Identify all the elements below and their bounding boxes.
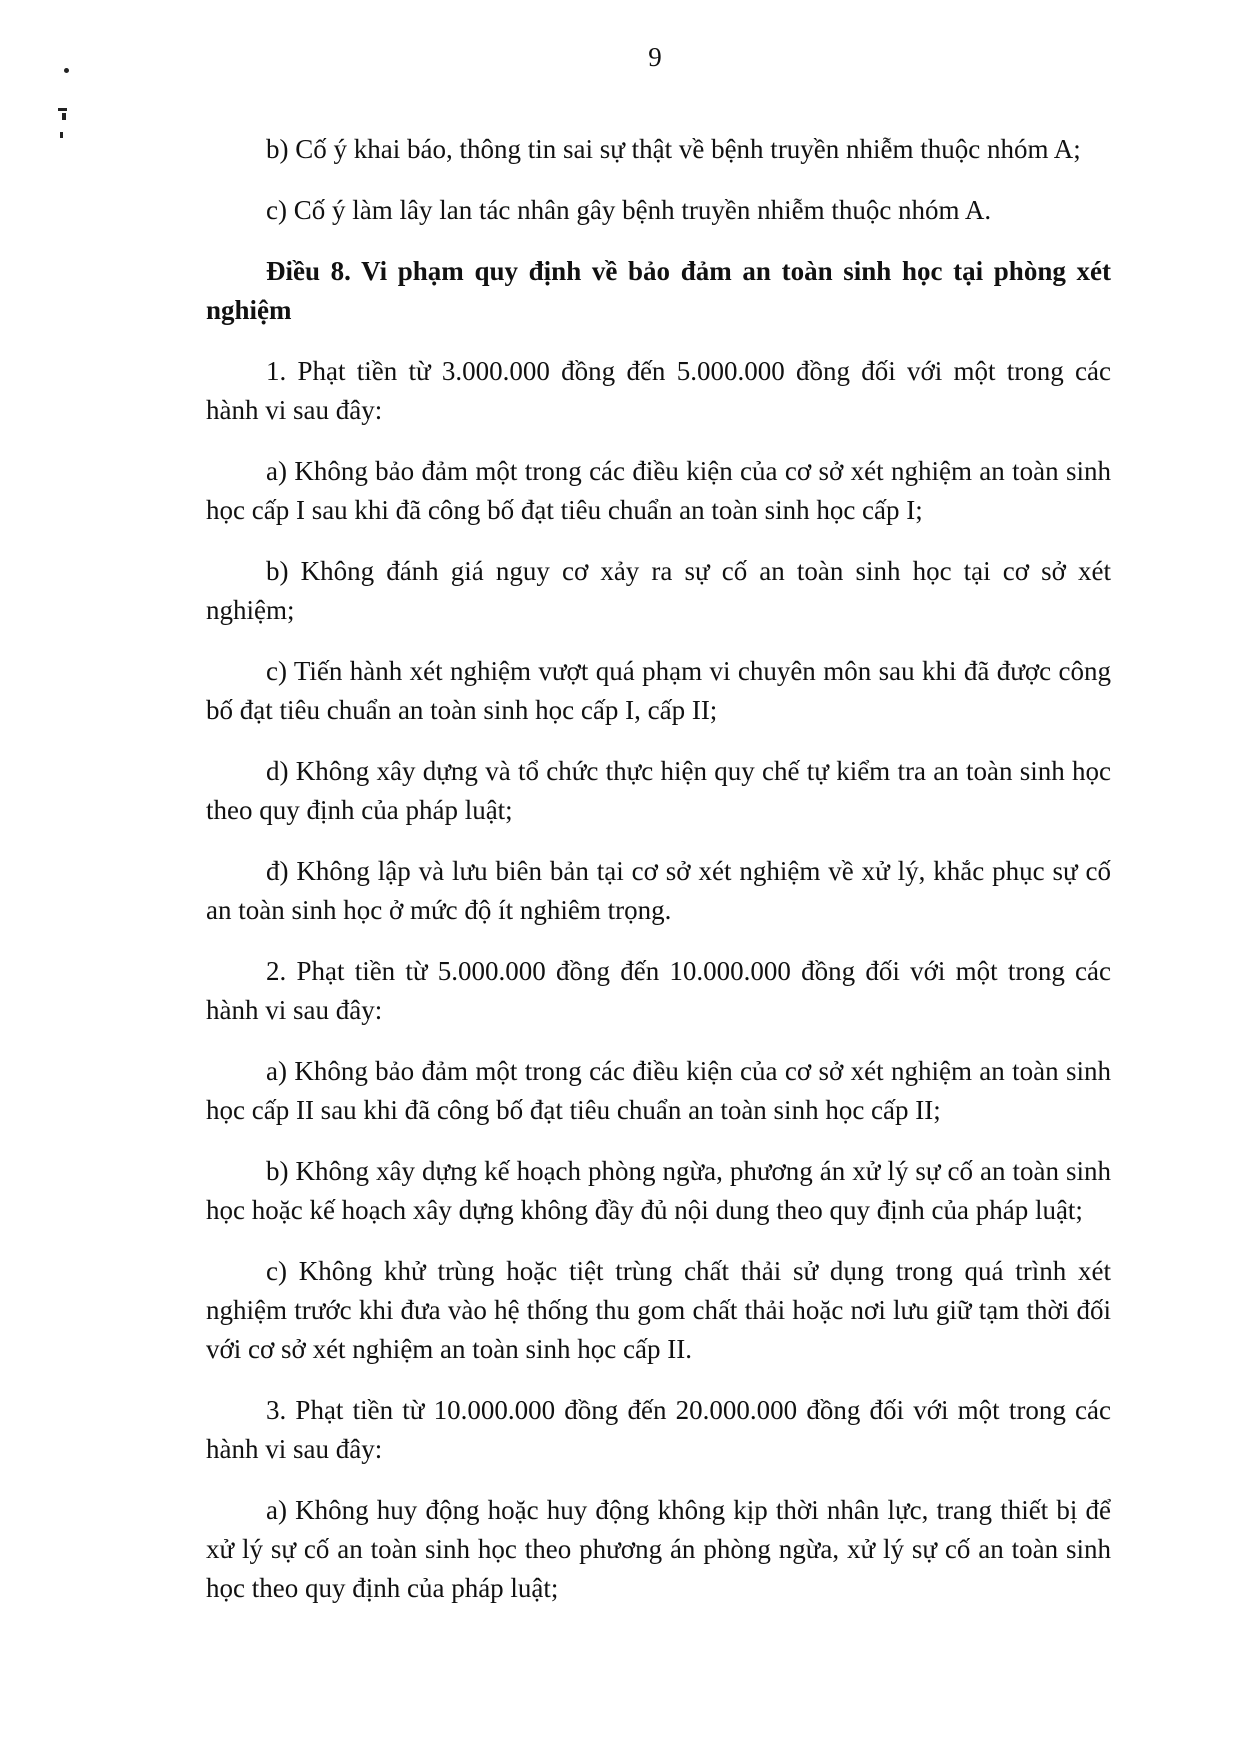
paragraph-point-b: b) Cố ý khai báo, thông tin sai sự thật về bệnh truyền nhiễm thuộc nhóm A; — [266, 134, 1081, 164]
clause-3: 3. Phạt tiền từ 10.000.000 đồng đến 20.000.000 đồng đối với một trong các hành vi sau đây: — [206, 1395, 1111, 1464]
clause-2: 2. Phạt tiền từ 5.000.000 đồng đến 10.000.000 đồng đối với một trong các hành vi sau đây: — [206, 956, 1111, 1025]
article-heading: Điều 8. Vi phạm quy định về bảo đảm an toàn sinh học tại phòng xét nghiệm — [206, 256, 1111, 325]
clause-1-point-a: a) Không bảo đảm một trong các điều kiện của cơ sở xét nghiệm an toàn sinh học cấp I sau khi đã công bố đạt tiêu chuẩn an toàn sinh học cấp I; — [206, 456, 1111, 525]
clause-1: 1. Phạt tiền từ 3.000.000 đồng đến 5.000.000 đồng đối với một trong các hành vi sau đây: — [206, 356, 1111, 425]
clause-1-point-b: b) Không đánh giá nguy cơ xảy ra sự cố an toàn sinh học tại cơ sở xét nghiệm; — [206, 556, 1111, 625]
document-body — [206, 130, 1111, 1630]
paragraph-point-c: c) Cố ý làm lây lan tác nhân gây bệnh truyền nhiễm thuộc nhóm A. — [266, 195, 992, 225]
scan-artifact — [60, 132, 63, 138]
page-number: 9 — [648, 42, 662, 72]
clause-2-point-b: b) Không xây dựng kế hoạch phòng ngừa, phương án xử lý sự cố an toàn sinh học hoặc kế hoạch xây dựng không đầy đủ nội dung theo quy định của pháp luật; — [206, 1156, 1111, 1225]
clause-1-point-c: c) Tiến hành xét nghiệm vượt quá phạm vi chuyên môn sau khi đã được công bố đạt tiêu chuẩn an toàn sinh học cấp I, cấp II; — [206, 656, 1111, 725]
clause-2-point-a: a) Không bảo đảm một trong các điều kiện của cơ sở xét nghiệm an toàn sinh học cấp II sau khi đã công bố đạt tiêu chuẩn an toàn sinh học cấp II; — [206, 1056, 1111, 1125]
clause-3-point-a: a) Không huy động hoặc huy động không kịp thời nhân lực, trang thiết bị để xử lý sự cố an toàn sinh học theo phương án phòng ngừa, xử lý sự cố an toàn sinh học theo quy định của pháp luật; — [206, 1495, 1111, 1603]
clause-2-point-c: c) Không khử trùng hoặc tiệt trùng chất thải sử dụng trong quá trình xét nghiệm trước khi đưa vào hệ thống thu gom chất thải hoặc nơi lưu giữ tạm thời đối với cơ sở xét nghiệm an toàn sinh học cấp II. — [206, 1256, 1111, 1364]
clause-1-point-d: d) Không xây dựng và tổ chức thực hiện quy chế tự kiểm tra an toàn sinh học theo quy định của pháp luật; — [206, 756, 1111, 825]
scan-artifact — [62, 113, 66, 120]
scan-artifact — [58, 108, 67, 111]
clause-1-point-dd: đ) Không lập và lưu biên bản tại cơ sở xét nghiệm về xử lý, khắc phục sự cố an toàn sinh học ở mức độ ít nghiêm trọng. — [206, 856, 1111, 925]
scan-artifact — [64, 68, 69, 73]
